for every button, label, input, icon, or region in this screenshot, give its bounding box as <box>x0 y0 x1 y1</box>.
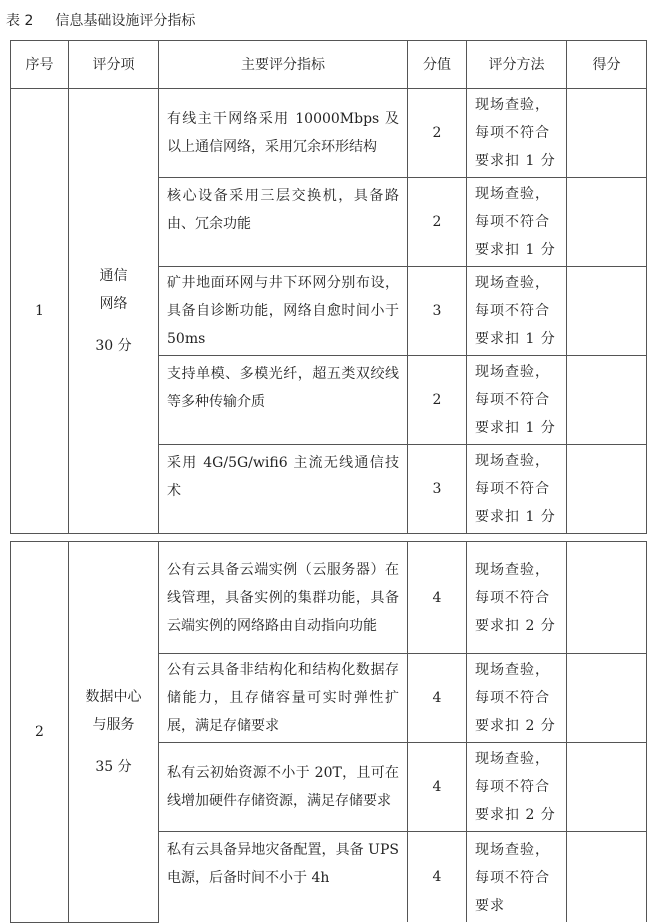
result-cell <box>567 832 647 923</box>
scoring-table-part-2 <box>10 541 647 923</box>
header-score: 分值 <box>408 41 467 89</box>
header-category: 评分项 <box>69 41 159 89</box>
result-cell <box>567 178 647 267</box>
method-cell: 现场查验，每项不符合要求扣 2 分 <box>467 743 567 832</box>
indicator-cell: 支持单模、多模光纤，超五类双绞线等多种传输介质 <box>159 356 408 445</box>
indicator-cell: 公有云具备非结构化和结构化数据存储能力，且存储容量可实时弹性扩展，满足存储要求 <box>159 654 408 743</box>
indicator-cell: 有线主干网络采用 10000Mbps 及以上通信网络，采用冗余环形结构 <box>159 89 408 178</box>
indicator-cell: 私有云具备异地灾备配置，具备 UPS 电源，后备时间不小于 4h <box>159 832 408 923</box>
method-cell: 现场查验，每项不符合要求扣 1 分 <box>467 356 567 445</box>
header-indicator: 主要评分指标 <box>159 41 408 89</box>
category-score: 30 分 <box>95 338 132 354</box>
indicator-cell: 矿井地面环网与井下环网分别布设，具备自诊断功能，网络自愈时间小于 50ms <box>159 267 408 356</box>
category-score: 35 分 <box>95 758 132 775</box>
table-header-row <box>11 41 647 89</box>
table-row <box>11 89 647 178</box>
result-cell <box>567 654 647 743</box>
method-cell: 现场查验，每项不符合要求扣 2 分 <box>467 542 567 654</box>
header-method: 评分方法 <box>467 41 567 89</box>
result-cell <box>567 743 647 832</box>
table-title: 信息基础设施评分指标 <box>55 13 196 29</box>
category-cell: 数据中心 与服务 35 分 <box>69 542 159 923</box>
category-cell: 通信 网络 30 分 <box>69 89 159 534</box>
seq-cell: 1 <box>11 89 69 534</box>
header-seq: 序号 <box>11 41 69 89</box>
indicator-cell: 公有云具备云端实例（云服务器）在线管理，具备实例的集群功能，具备云端实例的网络路由自动指向功能 <box>159 542 408 654</box>
table-number: 表 2 <box>6 13 34 29</box>
score-cell: 4 <box>408 743 467 832</box>
result-cell <box>567 542 647 654</box>
result-cell <box>567 267 647 356</box>
indicator-cell: 采用 4G/5G/wifi6 主流无线通信技术 <box>159 445 408 534</box>
method-cell: 现场查验，每项不符合要求扣 2 分 <box>467 654 567 743</box>
score-cell: 3 <box>408 445 467 534</box>
method-cell: 现场查验，每项不符合要求扣 1 分 <box>467 445 567 534</box>
result-cell <box>567 89 647 178</box>
table-caption <box>6 10 195 30</box>
score-cell: 4 <box>408 654 467 743</box>
method-cell: 现场查验，每项不符合要求扣 1 分 <box>467 178 567 267</box>
score-cell: 2 <box>408 89 467 178</box>
indicator-cell: 核心设备采用三层交换机，具备路由、冗余功能 <box>159 178 408 267</box>
method-cell: 现场查验，每项不符合要求扣 1 分 <box>467 89 567 178</box>
score-cell: 2 <box>408 178 467 267</box>
score-cell: 4 <box>408 832 467 923</box>
score-cell: 2 <box>408 356 467 445</box>
scoring-table-part-1 <box>10 40 647 534</box>
score-cell: 4 <box>408 542 467 654</box>
method-cell: 现场查验，每项不符合要求 <box>467 832 567 923</box>
table-row <box>11 542 647 654</box>
result-cell <box>567 356 647 445</box>
result-cell <box>567 445 647 534</box>
header-result: 得分 <box>567 41 647 89</box>
seq-cell: 2 <box>11 542 69 923</box>
score-cell: 3 <box>408 267 467 356</box>
indicator-cell: 私有云初始资源不小于 20T，且可在线增加硬件存储资源，满足存储要求 <box>159 743 408 832</box>
method-cell: 现场查验，每项不符合要求扣 1 分 <box>467 267 567 356</box>
